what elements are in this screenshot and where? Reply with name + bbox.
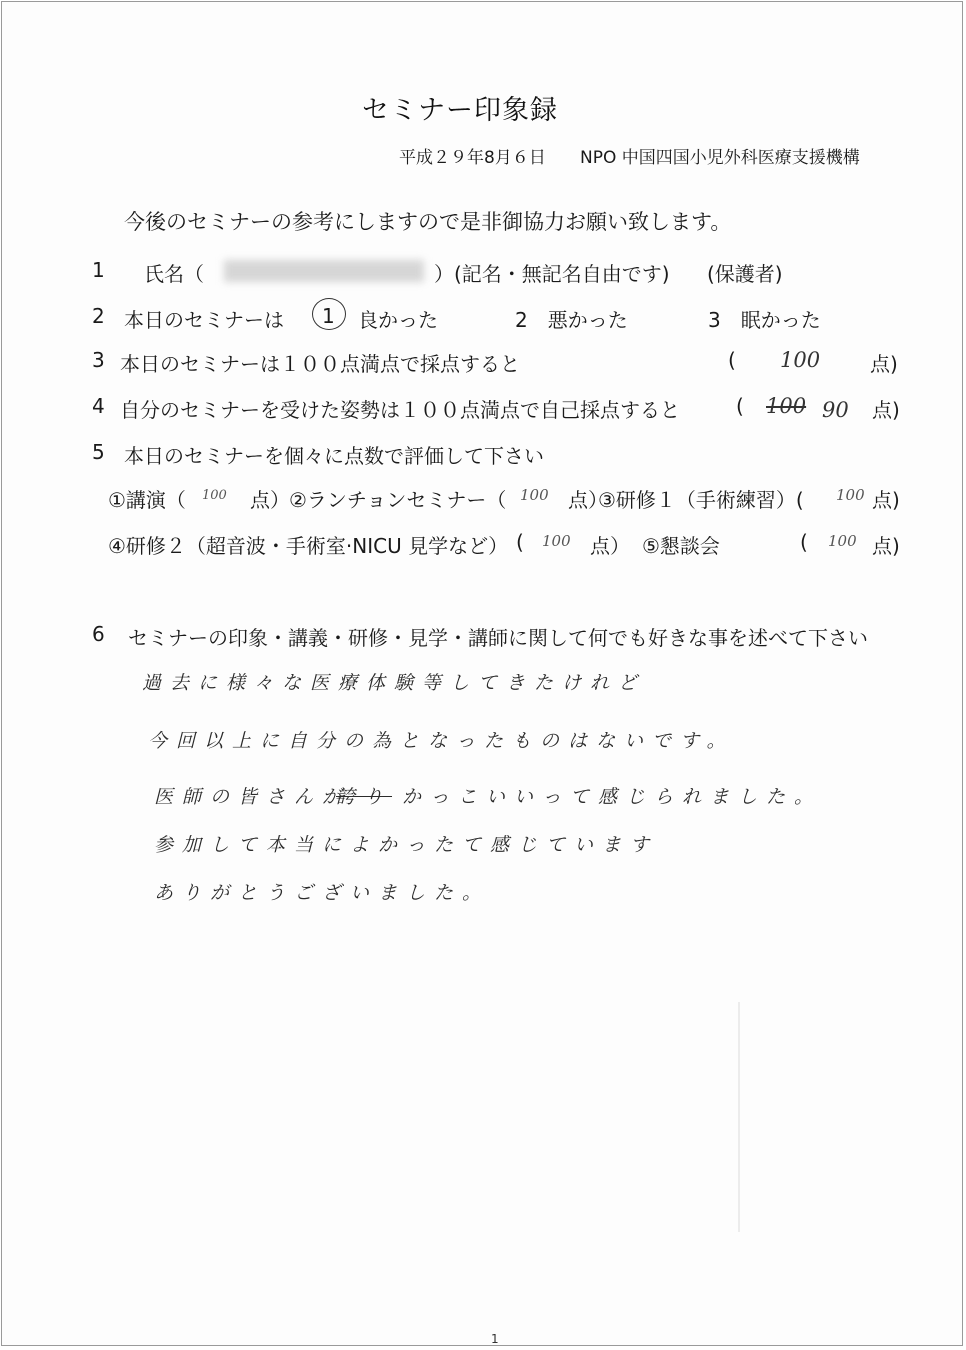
- q5-training1-label: ③研修１（手術練習）(: [598, 488, 804, 512]
- name-redacted-field: [224, 260, 424, 282]
- q5-social-unit: 点): [872, 534, 900, 558]
- q5-lecture-label: ①講演（: [108, 488, 186, 512]
- q1-number: 1: [92, 258, 105, 282]
- q6-number: 6: [92, 622, 105, 646]
- page-title: セミナー印象録: [362, 95, 558, 126]
- scan-artifact-line: [738, 1002, 740, 1232]
- q5-social-score: 100: [828, 532, 857, 550]
- q5-training2-score: 100: [542, 532, 571, 550]
- questionnaire-page: [1, 1, 963, 1346]
- comment-line-3b: かっこいいって感じられました。: [402, 786, 823, 808]
- organization-name: NPO 中国四国小児外科医療支援機構: [580, 148, 860, 168]
- q2-option-2: 2 悪かった: [515, 308, 628, 332]
- q5-luncheon-unit: 点）: [568, 488, 608, 512]
- q4-number: 4: [92, 394, 105, 418]
- q5-training1-unit: 点): [872, 488, 900, 512]
- comment-line-3a: 医師の皆さんが: [154, 786, 351, 808]
- q5-lecture-unit: 点）: [250, 488, 290, 512]
- q4-label: 自分のセミナーを受けた姿勢は１００点満点で自己採点すると: [120, 398, 680, 422]
- q4-struck-score: 100: [766, 394, 807, 418]
- comment-struck-word: 誇り: [336, 786, 393, 808]
- q4-unit: 点): [872, 398, 900, 422]
- q1-label: 氏名（: [144, 262, 204, 286]
- q5-social-open: (: [800, 530, 808, 554]
- q4-open-paren: (: [736, 394, 744, 418]
- q5-training1-score: 100: [836, 486, 865, 504]
- comment-line-1: 過去に様々な医療体験等してきたけれど: [142, 672, 647, 694]
- q5-lecture-score: 100: [202, 488, 227, 503]
- q5-training2-label: ④研修２（超音波・手術室·NICU 見学など）: [108, 534, 509, 558]
- q3-unit: 点): [870, 352, 898, 376]
- q4-score: 90: [822, 398, 849, 422]
- q2-option-1-number: 1: [322, 304, 335, 328]
- q5-label: 本日のセミナーを個々に点数で評価して下さい: [124, 444, 544, 468]
- comment-line-5: ありがとうございました。: [154, 882, 491, 904]
- comment-line-2: 今回以上に自分の為となったものはないです。: [148, 730, 735, 752]
- q3-label: 本日のセミナーは１００点満点で採点すると: [120, 352, 520, 376]
- q5-training2-open: (: [516, 530, 524, 554]
- form-date: 平成２９年8月６日: [399, 148, 546, 168]
- page-number: 1: [491, 1332, 499, 1346]
- q2-option-3: 3 眠かった: [708, 308, 821, 332]
- q5-number: 5: [92, 440, 105, 464]
- q3-open-paren: (: [728, 348, 736, 372]
- q1-role: (保護者): [707, 262, 783, 286]
- comment-line-4: 参加して本当によかったて感じています: [154, 834, 659, 856]
- q5-luncheon-score: 100: [520, 486, 549, 504]
- q6-label: セミナーの印象・講義・研修・見学・講師に関して何でも好きな事を述べて下さい: [128, 626, 868, 650]
- q2-label: 本日のセミナーは: [124, 308, 284, 332]
- q5-training2-unit: 点）: [590, 534, 630, 558]
- q5-luncheon-label: ②ランチョンセミナー（: [289, 488, 507, 512]
- q3-score: 100: [780, 348, 821, 372]
- q3-number: 3: [92, 348, 105, 372]
- q5-social-label: ⑤懇談会: [642, 534, 720, 558]
- q2-option-1: 良かった: [358, 308, 438, 332]
- q1-note: ）(記名・無記名自由です): [434, 262, 670, 286]
- intro-text: 今後のセミナーの参考にしますので是非御協力お願い致します。: [124, 210, 732, 234]
- q2-number: 2: [92, 304, 105, 328]
